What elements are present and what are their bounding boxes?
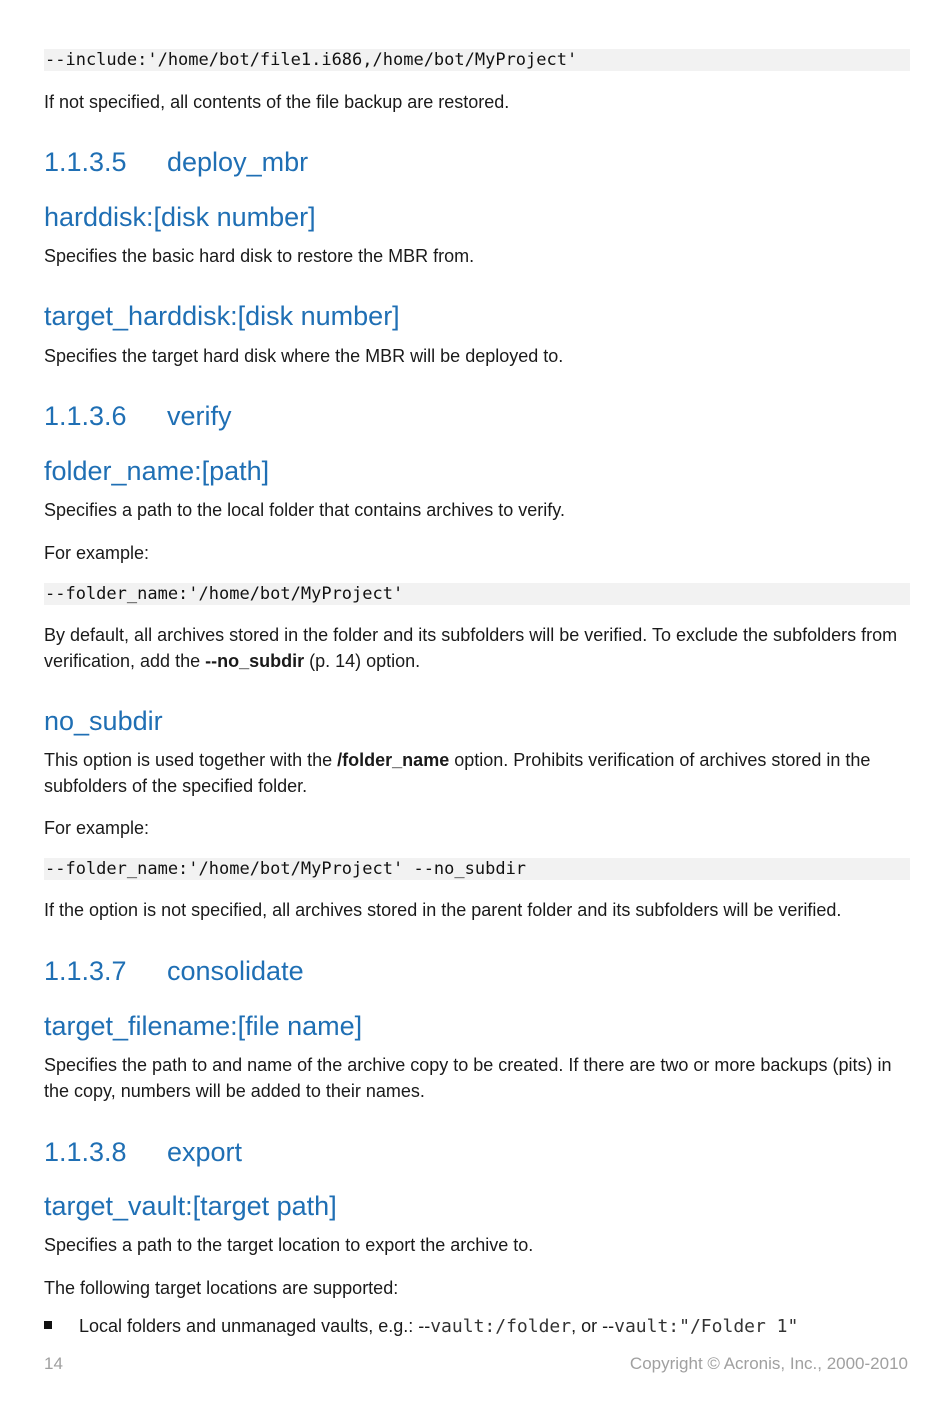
code-include: --include:'/home/bot/file1.i686,/home/bot/MyProject' [44,49,910,71]
text-segment: , or -- [571,1316,615,1336]
text-segment: This option is used together with the [44,750,338,770]
bullet-square-icon [44,1321,52,1329]
code-folder-name-no-subdir: --folder_name:'/home/bot/MyProject' --no_subdir [44,858,910,880]
section-number: 1.1.3.8 [44,1137,127,1167]
code-inline: vault:"/Folder 1" [614,1316,799,1337]
text-segment: By default, all archives stored in the folder and its subfolders will be verified. To exclude the subfolders from verification, add the [44,625,898,671]
section-consolidate [44,955,304,987]
heading-target-harddisk: target_harddisk:[disk number] [44,301,400,331]
paragraph-not-specified-restore: If not specified, all contents of the file backup are restored. [44,92,510,112]
paragraph-no-subdir [44,747,910,799]
section-deploy-mbr [44,146,308,178]
section-title: deploy_mbr [167,147,309,177]
section-number: 1.1.3.7 [44,956,127,986]
heading-folder-name: folder_name:[path] [44,456,270,486]
heading-harddisk: harddisk:[disk number] [44,202,316,232]
code-inline: vault:/folder [430,1316,572,1337]
section-verify [44,400,232,432]
for-example-label: For example: [44,818,150,838]
section-title: export [167,1137,243,1167]
page-number: 14 [44,1354,63,1373]
section-title: verify [167,401,232,431]
footer-copyright: Copyright © Acronis, Inc., 2000-2010 [629,1354,908,1373]
paragraph-target-filename: Specifies the path to and name of the archive copy to be created. If there are two or more backups (pits) in the copy, numbers will be added to their names. [44,1055,892,1101]
paragraph-option-not-specified: If the option is not specified, all archives stored in the parent folder and its subfolders will be verified. [44,900,842,920]
paragraph-supported-locations: The following target locations are supported: [44,1278,399,1298]
section-title: consolidate [167,956,304,986]
text-segment: option. Prohibits verification of archives stored in the subfolders of the specified folder. [44,750,871,796]
code-folder-name: --folder_name:'/home/bot/MyProject' [44,583,910,605]
paragraph-target-vault: Specifies a path to the target location to export the archive to. [44,1235,534,1255]
section-number: 1.1.3.6 [44,401,127,431]
paragraph-harddisk: Specifies the basic hard disk to restore the MBR from. [44,246,475,266]
text-segment: (p. 14) option. [304,651,421,671]
section-export [44,1136,242,1168]
heading-target-vault: target_vault:[target path] [44,1191,337,1221]
heading-no-subdir: no_subdir [44,706,163,736]
list-item-text [79,1313,798,1340]
paragraph-target-harddisk: Specifies the target hard disk where the MBR will be deployed to. [44,346,564,366]
paragraph-default-verify [44,622,910,674]
paragraph-folder-name: Specifies a path to the local folder that contains archives to verify. [44,500,565,520]
option-folder-name: /folder_name [337,750,450,770]
text-segment: Local folders and unmanaged vaults, e.g.: -- [79,1316,431,1336]
section-number: 1.1.3.5 [44,147,127,177]
option-link-no-subdir[interactable]: --no_subdir [205,651,305,671]
heading-target-filename: target_filename:[file name] [44,1011,363,1041]
for-example-label: For example: [44,543,150,563]
